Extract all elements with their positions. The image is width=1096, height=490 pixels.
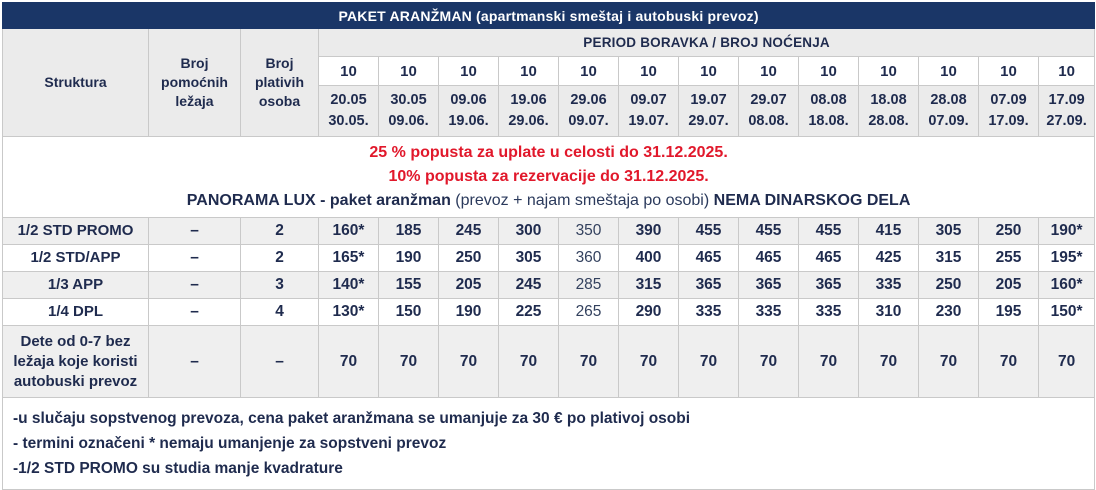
- footer-note-std-promo: -1/2 STD PROMO su studia manje kvadrature: [13, 460, 343, 477]
- price-cell: 70: [739, 326, 799, 398]
- date-from: 18.08: [870, 92, 907, 108]
- price-cell: 70: [559, 326, 619, 398]
- price-cell: 245: [499, 272, 559, 299]
- date-from: 30.05: [390, 92, 427, 108]
- price-cell: 190: [439, 299, 499, 326]
- price-cell: 335: [739, 299, 799, 326]
- nights-cell: 10: [919, 57, 979, 86]
- price-cell: 455: [739, 218, 799, 245]
- price-cell: 465: [799, 245, 859, 272]
- date-to: 30.05.: [328, 113, 369, 129]
- price-cell: 250: [439, 245, 499, 272]
- price-cell: 335: [679, 299, 739, 326]
- price-cell: 250: [919, 272, 979, 299]
- price-cell: 130*: [319, 299, 379, 326]
- price-cell: 70: [619, 326, 679, 398]
- price-cell: 150: [379, 299, 439, 326]
- date-from: 29.06: [570, 92, 607, 108]
- price-cell: 465: [739, 245, 799, 272]
- row-label: 1/4 DPL: [3, 299, 149, 326]
- date-range-cell: [919, 86, 979, 137]
- price-cell: 305: [919, 218, 979, 245]
- row-label: Dete od 0-7 bez ležaja koje koristi autobuski prevoz: [3, 326, 149, 398]
- price-cell: 310: [859, 299, 919, 326]
- date-from: 08.08: [810, 92, 847, 108]
- price-cell: 230: [919, 299, 979, 326]
- price-cell: 70: [859, 326, 919, 398]
- column-header-broj-plativih-osoba: Broj plativih osoba: [241, 29, 319, 137]
- price-cell: 70: [439, 326, 499, 398]
- nights-cell: 10: [679, 57, 739, 86]
- date-to: 17.09.: [988, 113, 1029, 129]
- payers-cell: 3: [241, 272, 319, 299]
- price-cell: 195*: [1039, 245, 1095, 272]
- price-cell: 365: [679, 272, 739, 299]
- package-price-table: [2, 2, 1095, 490]
- nights-cell: 10: [739, 57, 799, 86]
- price-cell: 245: [439, 218, 499, 245]
- price-cell: 425: [859, 245, 919, 272]
- footer-notes-cell: [3, 398, 1095, 490]
- price-cell: 70: [319, 326, 379, 398]
- row-label: 1/2 STD/APP: [3, 245, 149, 272]
- date-from: 09.06: [450, 92, 487, 108]
- nights-cell: 10: [439, 57, 499, 86]
- date-to: 18.08.: [808, 113, 849, 129]
- beds-cell: –: [149, 218, 241, 245]
- nights-cell: 10: [1039, 57, 1095, 86]
- date-from: 19.06: [510, 92, 547, 108]
- price-cell: 255: [979, 245, 1039, 272]
- date-range-cell: [679, 86, 739, 137]
- date-range-cell: [319, 86, 379, 137]
- payers-cell: –: [241, 326, 319, 398]
- price-cell: 190*: [1039, 218, 1095, 245]
- price-cell: 350: [559, 218, 619, 245]
- price-cell: 455: [799, 218, 859, 245]
- nights-cell: 10: [799, 57, 859, 86]
- date-to: 19.06.: [448, 113, 489, 129]
- date-to: 08.08.: [748, 113, 789, 129]
- beds-cell: –: [149, 326, 241, 398]
- price-cell: 285: [559, 272, 619, 299]
- price-cell: 70: [919, 326, 979, 398]
- date-range-cell: [859, 86, 919, 137]
- date-from: 07.09: [990, 92, 1027, 108]
- table-title: PAKET ARANŽMAN (apartmanski smeštaj i autobuski prevoz): [3, 3, 1095, 29]
- price-cell: 365: [739, 272, 799, 299]
- price-cell: 225: [499, 299, 559, 326]
- date-range-cell: [499, 86, 559, 137]
- price-cell: 150*: [1039, 299, 1095, 326]
- discount-note-1: 25 % popusta za uplate u celosti do 31.12.2025.: [369, 144, 728, 161]
- date-range-cell: [739, 86, 799, 137]
- price-cell: 390: [619, 218, 679, 245]
- date-to: 09.06.: [388, 113, 429, 129]
- price-cell: 365: [799, 272, 859, 299]
- footer-notes-row: [3, 398, 1095, 490]
- table-row: [3, 299, 1095, 326]
- price-cell: 165*: [319, 245, 379, 272]
- nights-cell: 10: [619, 57, 679, 86]
- date-from: 28.08: [930, 92, 967, 108]
- price-cell: 315: [919, 245, 979, 272]
- date-range-cell: [559, 86, 619, 137]
- price-cell: 205: [979, 272, 1039, 299]
- date-to: 09.07.: [568, 113, 609, 129]
- beds-cell: –: [149, 245, 241, 272]
- footer-note-own-transport: -u slučaju sopstvenog prevoza, cena paket aranžmana se umanjuje za 30 € po plativoj osobi: [13, 410, 691, 427]
- package-description: [3, 189, 1094, 213]
- price-cell: 160*: [1039, 272, 1095, 299]
- date-range-cell: [439, 86, 499, 137]
- date-from: 19.07: [690, 92, 727, 108]
- beds-cell: –: [149, 272, 241, 299]
- promo-notes-cell: [3, 137, 1095, 218]
- column-header-struktura: Struktura: [3, 29, 149, 137]
- price-cell: 205: [439, 272, 499, 299]
- nights-cell: 10: [379, 57, 439, 86]
- price-cell: 160*: [319, 218, 379, 245]
- payers-cell: 2: [241, 245, 319, 272]
- price-cell: 360: [559, 245, 619, 272]
- nights-cell: 10: [979, 57, 1039, 86]
- table-row: [3, 272, 1095, 299]
- price-cell: 465: [679, 245, 739, 272]
- price-cell: 335: [799, 299, 859, 326]
- package-name: PANORAMA LUX - paket aranžman: [186, 192, 451, 209]
- nights-cell: 10: [559, 57, 619, 86]
- price-cell: 70: [1039, 326, 1095, 398]
- table-row-child: [3, 326, 1095, 398]
- row-label: 1/3 APP: [3, 272, 149, 299]
- date-to: 29.06.: [508, 113, 549, 129]
- price-cell: 400: [619, 245, 679, 272]
- nights-cell: 10: [319, 57, 379, 86]
- price-cell: 335: [859, 272, 919, 299]
- header-row-period: [3, 29, 1095, 57]
- date-from: 20.05: [330, 92, 367, 108]
- price-cell: 185: [379, 218, 439, 245]
- price-cell: 290: [619, 299, 679, 326]
- price-cell: 190: [379, 245, 439, 272]
- price-cell: 140*: [319, 272, 379, 299]
- price-cell: 250: [979, 218, 1039, 245]
- date-range-cell: [379, 86, 439, 137]
- discount-note-2: 10% popusta za rezervacije do 31.12.2025.: [388, 168, 709, 185]
- price-cell: 265: [559, 299, 619, 326]
- price-cell: 305: [499, 245, 559, 272]
- price-cell: 155: [379, 272, 439, 299]
- table-row: [3, 245, 1095, 272]
- title-row: [3, 3, 1095, 29]
- payers-cell: 4: [241, 299, 319, 326]
- table-row: [3, 218, 1095, 245]
- package-includes: (prevoz + najam smeštaja po osobi): [450, 192, 714, 209]
- date-to: 29.07.: [688, 113, 729, 129]
- nights-cell: 10: [859, 57, 919, 86]
- column-header-broj-pomocnih-lezaja: Broj pomoćnih ležaja: [149, 29, 241, 137]
- price-cell: 455: [679, 218, 739, 245]
- date-to: 27.09.: [1046, 113, 1087, 129]
- date-to: 28.08.: [868, 113, 909, 129]
- date-to: 07.09.: [928, 113, 969, 129]
- price-cell: 70: [499, 326, 559, 398]
- price-cell: 70: [799, 326, 859, 398]
- price-cell: 300: [499, 218, 559, 245]
- price-cell: 195: [979, 299, 1039, 326]
- beds-cell: –: [149, 299, 241, 326]
- package-no-dinar: NEMA DINARSKOG DELA: [713, 192, 911, 209]
- promo-notes-row: [3, 137, 1095, 218]
- price-cell: 70: [379, 326, 439, 398]
- footer-note-asterisk: - termini označeni * nemaju umanjenje za sopstveni prevoz: [13, 435, 447, 452]
- price-cell: 315: [619, 272, 679, 299]
- date-from: 17.09: [1048, 92, 1085, 108]
- date-from: 09.07: [630, 92, 667, 108]
- date-to: 19.07.: [628, 113, 669, 129]
- price-cell: 70: [979, 326, 1039, 398]
- date-range-cell: [619, 86, 679, 137]
- column-header-period-boravka: PERIOD BORAVKA / BROJ NOĆENJA: [319, 29, 1095, 57]
- date-range-cell: [799, 86, 859, 137]
- nights-cell: 10: [499, 57, 559, 86]
- price-cell: 415: [859, 218, 919, 245]
- date-range-cell: [979, 86, 1039, 137]
- date-range-cell: [1039, 86, 1095, 137]
- payers-cell: 2: [241, 218, 319, 245]
- date-from: 29.07: [750, 92, 787, 108]
- price-cell: 70: [679, 326, 739, 398]
- row-label: 1/2 STD PROMO: [3, 218, 149, 245]
